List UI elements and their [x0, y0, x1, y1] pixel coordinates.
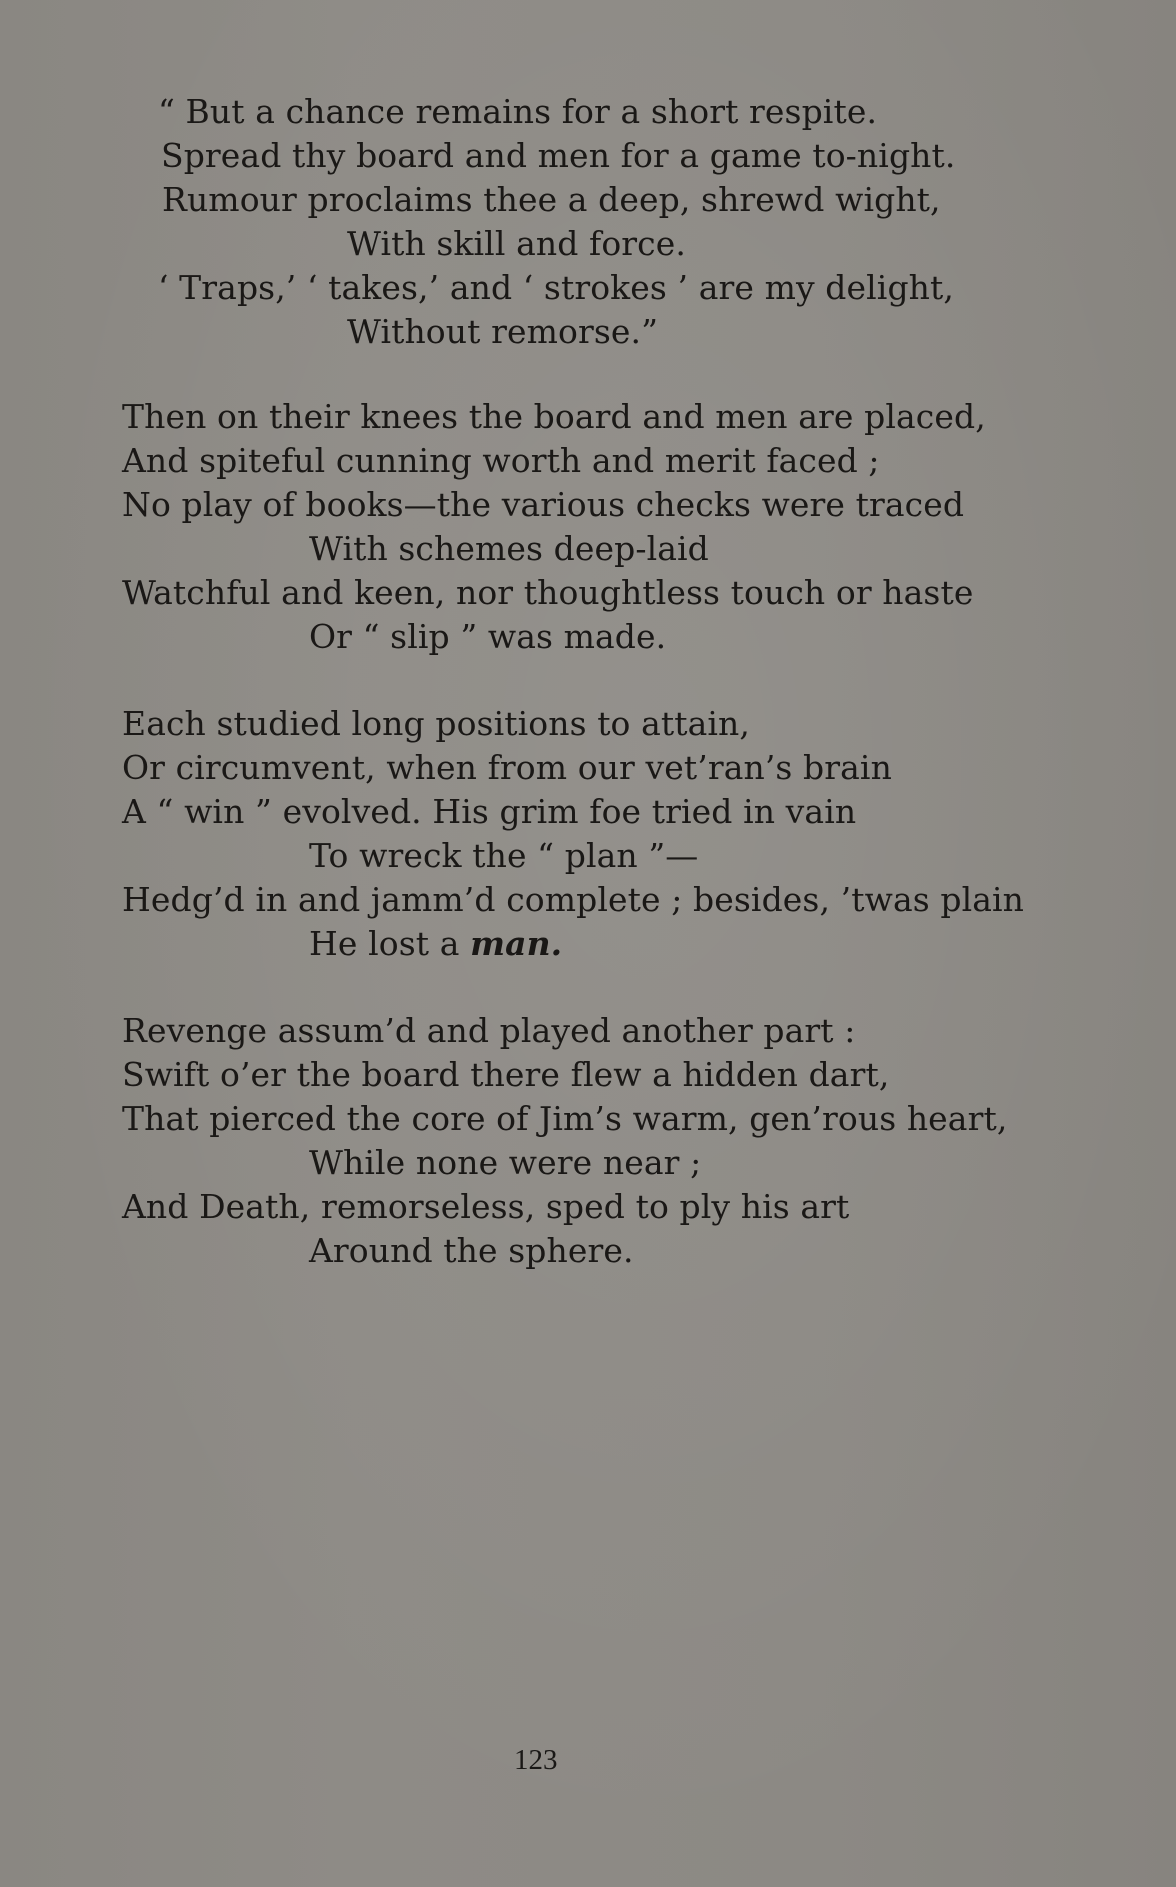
verse-line-text: He lost a [309, 924, 471, 963]
verse-line: Then on their knees the board and men are placed, [122, 397, 986, 436]
verse-line: Revenge assum’d and played another part : [122, 1011, 856, 1050]
verse-line-indented: Without remorse.” [347, 312, 659, 351]
verse-line: Spread thy board and men for a game to-night. [161, 136, 956, 175]
verse-line: Swift o’er the board there flew a hidden dart, [122, 1055, 890, 1094]
page-number: 123 [514, 1744, 558, 1776]
verse-line: No play of books—the various checks were traced [122, 485, 965, 524]
emphasized-word: man. [470, 924, 563, 963]
verse-line-indented: Around the sphere. [309, 1231, 634, 1270]
verse-line: A “ win ” evolved. His grim foe tried in vain [122, 792, 857, 831]
verse-line: That pierced the core of Jim’s warm, gen’rous heart, [122, 1099, 1008, 1138]
verse-line: Rumour proclaims thee a deep, shrewd wight, [162, 180, 941, 219]
verse-line: And spiteful cunning worth and merit faced ; [122, 441, 880, 480]
verse-line: “ But a chance remains for a short respite. [158, 92, 878, 131]
verse-line-indented: Or “ slip ” was made. [309, 617, 667, 656]
verse-line: Hedg’d in and jamm’d complete ; besides, ’twas plain [122, 880, 1025, 919]
verse-line-indented [309, 922, 562, 966]
verse-line: Or circumvent, when from our vet’ran’s brain [122, 748, 892, 787]
verse-line-indented: To wreck the “ plan ”— [309, 836, 699, 875]
verse-line: Watchful and keen, nor thoughtless touch or haste [122, 573, 974, 612]
verse-line: Each studied long positions to attain, [122, 704, 750, 743]
verse-line-indented: With skill and force. [347, 224, 686, 263]
verse-line-indented: While none were near ; [309, 1143, 702, 1182]
verse-line: ‘ Traps,’ ‘ takes,’ and ‘ strokes ’ are my delight, [158, 268, 954, 307]
verse-line: And Death, remorseless, sped to ply his art [122, 1187, 850, 1226]
verse-line-indented: With schemes deep-laid [309, 529, 709, 568]
